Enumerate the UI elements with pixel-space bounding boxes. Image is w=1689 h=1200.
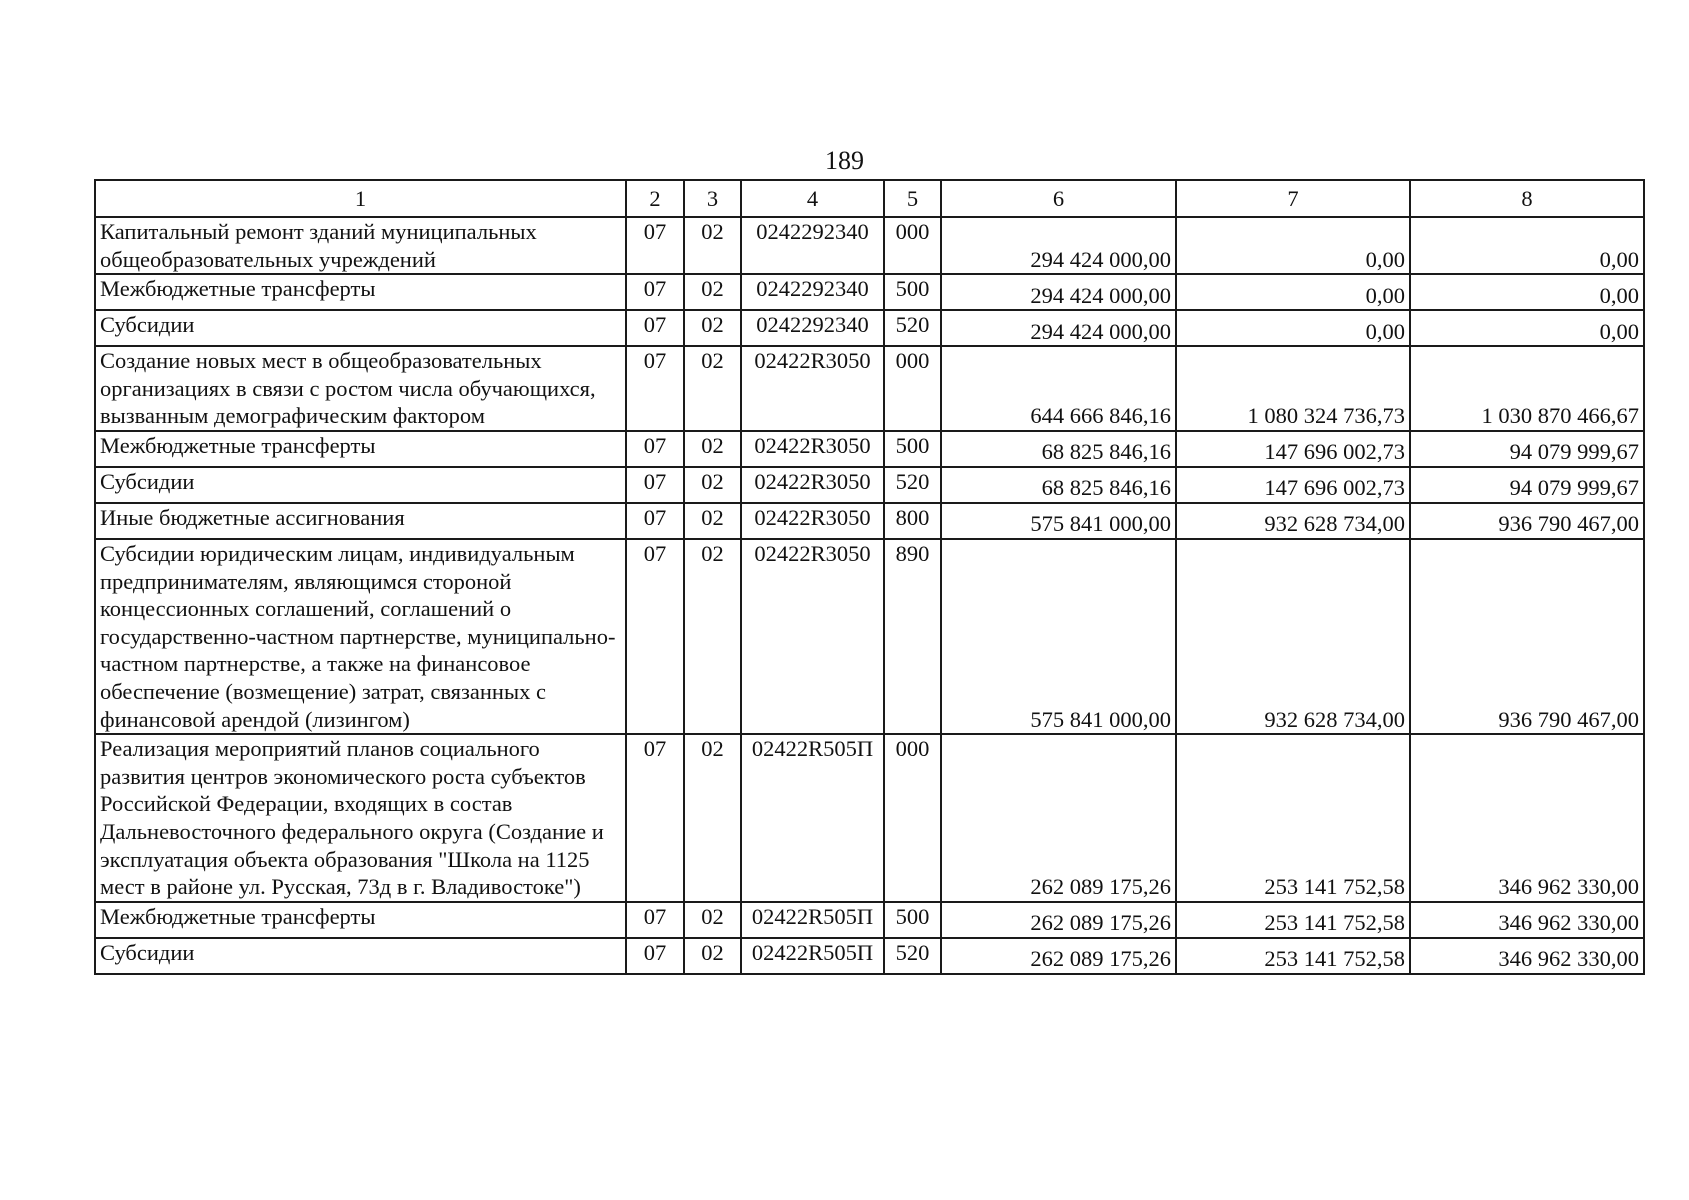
column-header-5: 5: [884, 180, 941, 217]
target-article-code: 02422R3050: [741, 539, 884, 734]
expense-type-code: 500: [884, 274, 941, 310]
table-row: [95, 938, 1644, 974]
section-code: 07: [626, 938, 684, 974]
column-header-8: 8: [1410, 180, 1644, 217]
amount-col-7: 0,00: [1176, 310, 1410, 346]
amount-col-8: 0,00: [1410, 310, 1644, 346]
target-article-code: 02422R505П: [741, 938, 884, 974]
subsection-code: 02: [684, 310, 741, 346]
subsection-code: 02: [684, 938, 741, 974]
row-name: Субсидии юридическим лицам, индивидуальным предпринимателям, являющимся стороной концессионных соглашений, соглашений о государственно-частном партнерстве, муниципально-частном партнерстве, а также на финансовое обеспечение (возмещение) затрат, связанных с финансовой арендой (лизингом): [95, 539, 626, 734]
subsection-code: 02: [684, 539, 741, 734]
subsection-code: 02: [684, 734, 741, 902]
expense-type-code: 500: [884, 431, 941, 467]
subsection-code: 02: [684, 217, 741, 274]
section-code: 07: [626, 346, 684, 431]
table-row: [95, 431, 1644, 467]
target-article-code: 02422R3050: [741, 467, 884, 503]
section-code: 07: [626, 310, 684, 346]
subsection-code: 02: [684, 503, 741, 539]
expense-type-code: 500: [884, 902, 941, 938]
section-code: 07: [626, 902, 684, 938]
amount-col-8: 94 079 999,67: [1410, 431, 1644, 467]
amount-col-6: 294 424 000,00: [941, 217, 1176, 274]
row-name: Реализация мероприятий планов социального развития центров экономического роста субъектов Российской Федерации, входящих в состав Дальневосточного федерального округа (Создание и эксплуатация объекта образования "Школа на 1125 мест в районе ул. Русская, 73д в г. Владивостоке"): [95, 734, 626, 902]
amount-col-7: 932 628 734,00: [1176, 503, 1410, 539]
expense-type-code: 520: [884, 310, 941, 346]
column-header-7: 7: [1176, 180, 1410, 217]
table-row: [95, 274, 1644, 310]
amount-col-8: 346 962 330,00: [1410, 902, 1644, 938]
column-header-2: 2: [626, 180, 684, 217]
amount-col-6: 68 825 846,16: [941, 467, 1176, 503]
amount-col-8: 1 030 870 466,67: [1410, 346, 1644, 431]
subsection-code: 02: [684, 274, 741, 310]
page-number: 189: [825, 146, 864, 175]
column-header-4: 4: [741, 180, 884, 217]
table-row: [95, 467, 1644, 503]
section-code: 07: [626, 217, 684, 274]
amount-col-6: 644 666 846,16: [941, 346, 1176, 431]
row-name: Иные бюджетные ассигнования: [95, 503, 626, 539]
table-row: [95, 734, 1644, 902]
table-row: [95, 503, 1644, 539]
amount-col-6: 262 089 175,26: [941, 902, 1176, 938]
expense-type-code: 800: [884, 503, 941, 539]
target-article-code: 0242292340: [741, 310, 884, 346]
amount-col-7: 253 141 752,58: [1176, 734, 1410, 902]
section-code: 07: [626, 274, 684, 310]
amount-col-7: 253 141 752,58: [1176, 938, 1410, 974]
expense-type-code: 000: [884, 346, 941, 431]
target-article-code: 02422R3050: [741, 503, 884, 539]
amount-col-7: 147 696 002,73: [1176, 431, 1410, 467]
section-code: 07: [626, 539, 684, 734]
section-code: 07: [626, 503, 684, 539]
amount-col-7: 932 628 734,00: [1176, 539, 1410, 734]
table-row: [95, 539, 1644, 734]
amount-col-6: 294 424 000,00: [941, 274, 1176, 310]
row-name: Межбюджетные трансферты: [95, 431, 626, 467]
amount-col-8: 936 790 467,00: [1410, 503, 1644, 539]
target-article-code: 02422R3050: [741, 431, 884, 467]
row-name: Субсидии: [95, 467, 626, 503]
amount-col-6: 575 841 000,00: [941, 539, 1176, 734]
amount-col-7: 1 080 324 736,73: [1176, 346, 1410, 431]
column-header-1: 1: [95, 180, 626, 217]
table-row: [95, 217, 1644, 274]
table-header-row: [95, 180, 1644, 217]
column-header-6: 6: [941, 180, 1176, 217]
section-code: 07: [626, 734, 684, 902]
expense-type-code: 000: [884, 734, 941, 902]
expense-type-code: 520: [884, 467, 941, 503]
row-name: Межбюджетные трансферты: [95, 902, 626, 938]
table-row: [95, 346, 1644, 431]
amount-col-7: 147 696 002,73: [1176, 467, 1410, 503]
subsection-code: 02: [684, 467, 741, 503]
column-header-3: 3: [684, 180, 741, 217]
subsection-code: 02: [684, 902, 741, 938]
target-article-code: 0242292340: [741, 217, 884, 274]
target-article-code: 02422R505П: [741, 734, 884, 902]
expense-type-code: 000: [884, 217, 941, 274]
row-name: Субсидии: [95, 938, 626, 974]
amount-col-8: 346 962 330,00: [1410, 938, 1644, 974]
amount-col-6: 294 424 000,00: [941, 310, 1176, 346]
amount-col-8: 0,00: [1410, 274, 1644, 310]
target-article-code: 02422R505П: [741, 902, 884, 938]
row-name: Создание новых мест в общеобразовательных организациях в связи с ростом числа обучающихся, вызванным демографическим фактором: [95, 346, 626, 431]
expense-type-code: 520: [884, 938, 941, 974]
row-name: Субсидии: [95, 310, 626, 346]
amount-col-8: 94 079 999,67: [1410, 467, 1644, 503]
amount-col-6: 262 089 175,26: [941, 938, 1176, 974]
budget-table: [94, 179, 1645, 975]
amount-col-7: 253 141 752,58: [1176, 902, 1410, 938]
row-name: Капитальный ремонт зданий муниципальных общеобразовательных учреждений: [95, 217, 626, 274]
table-row: [95, 310, 1644, 346]
row-name: Межбюджетные трансферты: [95, 274, 626, 310]
amount-col-7: 0,00: [1176, 217, 1410, 274]
amount-col-8: 0,00: [1410, 217, 1644, 274]
amount-col-6: 262 089 175,26: [941, 734, 1176, 902]
amount-col-8: 346 962 330,00: [1410, 734, 1644, 902]
section-code: 07: [626, 431, 684, 467]
amount-col-6: 575 841 000,00: [941, 503, 1176, 539]
expense-type-code: 890: [884, 539, 941, 734]
amount-col-6: 68 825 846,16: [941, 431, 1176, 467]
amount-col-7: 0,00: [1176, 274, 1410, 310]
subsection-code: 02: [684, 431, 741, 467]
amount-col-8: 936 790 467,00: [1410, 539, 1644, 734]
table-row: [95, 902, 1644, 938]
target-article-code: 02422R3050: [741, 346, 884, 431]
target-article-code: 0242292340: [741, 274, 884, 310]
subsection-code: 02: [684, 346, 741, 431]
section-code: 07: [626, 467, 684, 503]
